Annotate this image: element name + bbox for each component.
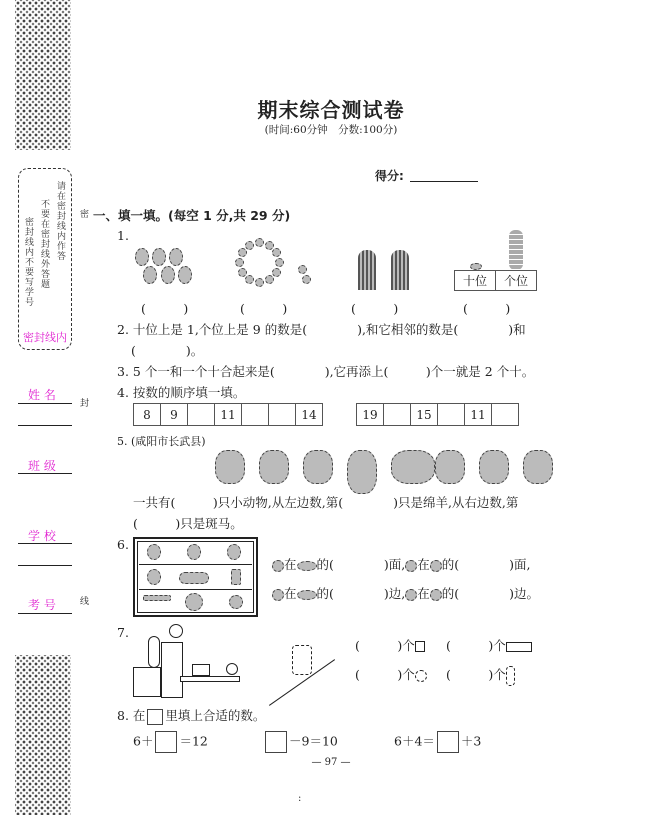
- sequence-table-2: [356, 403, 519, 426]
- q7-blank[interactable]: ( )个: [355, 667, 415, 682]
- q7-count-cuboid: [446, 636, 532, 654]
- q1-answer-blank[interactable]: ( ): [351, 301, 399, 316]
- bead: [238, 268, 247, 277]
- cube-icon: [415, 641, 425, 652]
- bead: [235, 258, 244, 267]
- sequence-cell: 19: [357, 404, 384, 426]
- bead: [298, 265, 307, 274]
- zebra-image: [435, 450, 465, 484]
- seal-notice-box: [18, 168, 72, 350]
- q8-text-a: 8. 在: [117, 708, 146, 723]
- q6-line2: [272, 584, 539, 602]
- q1-answer-blank[interactable]: ( ): [141, 301, 189, 316]
- footer-mark: :: [298, 793, 302, 804]
- name-line[interactable]: [18, 403, 72, 404]
- answer-box[interactable]: [155, 731, 177, 753]
- q7-count-sphere: [355, 665, 427, 683]
- cylinder-icon: [506, 666, 515, 686]
- q1-number: 1.: [117, 228, 129, 243]
- q8-text: [117, 706, 265, 725]
- sequence-blank-cell[interactable]: [242, 404, 269, 426]
- q1-answer-blank[interactable]: ( ): [463, 301, 511, 316]
- margin-mark: 线: [80, 597, 90, 607]
- margin-mark: 封: [80, 399, 90, 409]
- bead: [245, 275, 254, 284]
- bead: [245, 241, 254, 250]
- cuboid-icon: [506, 642, 532, 652]
- notice-column: 请在密封线内作答: [55, 181, 65, 261]
- class-label: 班 级: [28, 459, 56, 473]
- q7-blank[interactable]: ( )个: [355, 638, 415, 653]
- sequence-blank-cell[interactable]: [492, 404, 519, 426]
- sequence-blank-cell[interactable]: [269, 404, 296, 426]
- q6-text: 的( )边,: [316, 586, 406, 601]
- sequence-cell: 11: [465, 404, 492, 426]
- q5-text: 5. (咸阳市长武县): [117, 435, 206, 448]
- q6-text: 的( )面,: [316, 557, 406, 572]
- position-grid-image: [133, 537, 258, 617]
- eq-text: 6＋4＝: [394, 733, 435, 749]
- q5-line1: 一共有( )只小动物,从左边数,第( )只是绵羊,从右边数,第: [133, 495, 519, 510]
- duck-image: [303, 450, 333, 484]
- plant-icon: [272, 589, 284, 601]
- abacus-tens-label: 十位: [455, 271, 496, 291]
- school-label: 学 校: [28, 529, 56, 543]
- q7-count-cylinder: [446, 665, 515, 686]
- apple-icon: [405, 589, 417, 601]
- sequence-table-1: [133, 403, 323, 426]
- bead: [272, 268, 281, 277]
- car-icon: [297, 561, 317, 571]
- sequence-cell: 9: [161, 404, 188, 426]
- car-icon: [297, 590, 317, 600]
- exam-number-label: 考 号: [28, 598, 56, 612]
- q6-number: 6.: [117, 537, 129, 552]
- name-line[interactable]: [18, 425, 72, 426]
- bead: [238, 248, 247, 257]
- plant-icon: [405, 560, 417, 572]
- ball-icon: [430, 589, 442, 601]
- page-title: 期末综合测试卷: [257, 98, 405, 122]
- q2-line2: ( )。: [131, 343, 204, 358]
- page-subtitle: (时间:60分钟 分数:100分): [264, 124, 398, 136]
- page-number: — 97 —: [311, 757, 351, 768]
- bead: [265, 275, 274, 284]
- school-line[interactable]: [18, 565, 72, 566]
- q7-number: 7.: [117, 625, 129, 640]
- sphere-icon: [415, 670, 427, 682]
- margin-mark: 密: [80, 210, 90, 220]
- class-line[interactable]: [18, 473, 72, 474]
- q6-text: 在: [417, 557, 430, 572]
- giraffe-image: [347, 450, 377, 494]
- q6-line1: [272, 555, 531, 573]
- eq-text: ＋3: [460, 733, 482, 749]
- notice-label: 密封线内: [23, 331, 67, 344]
- q7-count-cube: [355, 636, 425, 654]
- name-label: 姓 名: [28, 388, 56, 402]
- doll-icon: [430, 560, 442, 572]
- q6-text: 在: [284, 586, 297, 601]
- notice-column: 不要在密封线外答题: [39, 199, 49, 289]
- equation-2: [263, 731, 338, 753]
- section-heading: 一、填一填。(每空 1 分,共 29 分): [93, 208, 291, 223]
- q6-text: 在: [417, 586, 430, 601]
- answer-box[interactable]: [437, 731, 459, 753]
- q6-text: 的( )面,: [441, 557, 531, 572]
- cat-image: [259, 450, 289, 484]
- q8-text-b: 里填上合适的数。: [165, 708, 266, 723]
- q7-blank[interactable]: ( )个: [446, 667, 506, 682]
- decorative-pattern-bottom: [15, 655, 71, 815]
- q3-text: 3. 5 个一和一个十合起来是( ),它再添上( )个一就是 2 个十。: [117, 364, 535, 379]
- sequence-blank-cell[interactable]: [188, 404, 215, 426]
- q7-blank[interactable]: ( )个: [446, 638, 506, 653]
- q4-text: 4. 按数的顺序填一填。: [117, 385, 246, 400]
- eq-text: －9＝10: [289, 733, 338, 749]
- q5-line2: ( )只是斑马。: [133, 516, 243, 531]
- sequence-blank-cell[interactable]: [384, 404, 411, 426]
- dog-image: [215, 450, 245, 484]
- school-line[interactable]: [18, 543, 72, 544]
- bead: [302, 275, 311, 284]
- bead: [275, 258, 284, 267]
- box-icon: [147, 709, 163, 725]
- sequence-cell: 11: [215, 404, 242, 426]
- leopard-image: [479, 450, 509, 484]
- eq-text: ＝12: [179, 733, 208, 749]
- exam-number-line[interactable]: [18, 613, 72, 614]
- sequence-cell: 15: [411, 404, 438, 426]
- equation-1: [133, 731, 208, 753]
- notice-column: 密封线内不要写学号: [23, 217, 33, 307]
- equation-3: [394, 731, 481, 753]
- sheep-image: [391, 450, 435, 484]
- score-field[interactable]: [410, 181, 478, 182]
- hat-icon: [272, 560, 284, 572]
- sequence-cell: 14: [296, 404, 323, 426]
- eq-text: 6＋: [133, 733, 154, 749]
- bead: [272, 248, 281, 257]
- q6-text: 的( )边。: [441, 586, 540, 601]
- q6-text: 在: [284, 557, 297, 572]
- bead: [255, 238, 264, 247]
- q1-answer-blank[interactable]: ( ): [240, 301, 288, 316]
- bead: [255, 278, 264, 287]
- sequence-blank-cell[interactable]: [438, 404, 465, 426]
- abacus-ones-label: 个位: [496, 271, 537, 291]
- score-label: 得分:: [375, 169, 404, 183]
- rabbit-image: [523, 450, 553, 484]
- answer-box[interactable]: [265, 731, 287, 753]
- sequence-cell: 8: [134, 404, 161, 426]
- q2-line1: 2. 十位上是 1,个位上是 9 的数是( ),和它相邻的数是( )和: [117, 322, 526, 337]
